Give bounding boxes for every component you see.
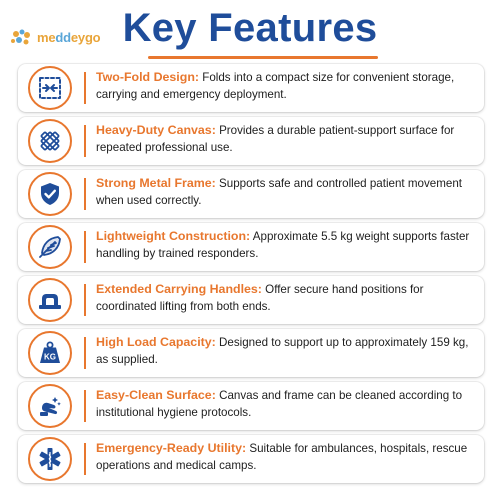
feature-heading: Heavy-Duty Canvas:	[96, 123, 216, 137]
fold-arrows-icon	[36, 74, 64, 102]
feature-heading: Lightweight Construction:	[96, 229, 251, 243]
feature-heading: Extended Carrying Handles:	[96, 282, 262, 296]
feature-row-easy-clean	[18, 382, 484, 430]
kg-weight-icon	[36, 339, 64, 367]
feature-description: Offer secure hand positions for coordinated lifting from both ends.	[96, 283, 424, 313]
feature-description: Designed to support up to approximately 159 kg, as supplied.	[96, 336, 469, 366]
feature-row-lightweight	[18, 223, 484, 271]
feature-heading: Easy-Clean Surface:	[96, 388, 216, 402]
feature-list	[18, 64, 484, 488]
title-underline	[148, 56, 378, 59]
cleaning-hand-icon	[36, 392, 64, 420]
feature-description: Provides a durable patient-support surface for repeated professional use.	[96, 124, 455, 154]
shield-check-icon	[36, 180, 64, 208]
feature-row-two-fold	[18, 64, 484, 112]
feature-description: Canvas and frame can be cleaned according to institutional hygiene protocols.	[96, 389, 463, 419]
feature-heading: Two-Fold Design:	[96, 70, 200, 84]
star-of-life-icon	[36, 445, 64, 473]
feature-row-load-capacity	[18, 329, 484, 377]
feature-row-emergency-ready	[18, 435, 484, 483]
handle-icon	[36, 286, 64, 314]
feature-description: Supports safe and controlled patient movement when used correctly.	[96, 177, 463, 207]
canvas-weave-icon	[36, 127, 64, 155]
feature-description: Folds into a compact size for convenient storage, carrying and emergency deployment.	[96, 71, 455, 101]
brand-name: meddeygo	[37, 29, 101, 45]
feature-heading: Strong Metal Frame:	[96, 176, 216, 190]
svg-text:KG: KG	[44, 352, 56, 362]
feature-description: Approximate 5.5 kg weight supports faster handling by trained responders.	[96, 230, 470, 260]
page-title: Key Features	[122, 6, 378, 50]
feather-icon	[36, 233, 64, 261]
feature-heading: High Load Capacity:	[96, 335, 216, 349]
feature-row-canvas	[18, 117, 484, 165]
feature-heading: Emergency-Ready Utility:	[96, 441, 247, 455]
feature-row-metal-frame	[18, 170, 484, 218]
feature-description: Suitable for ambulances, hospitals, rescue operations and medical camps.	[96, 442, 468, 472]
feature-row-handles	[18, 276, 484, 324]
